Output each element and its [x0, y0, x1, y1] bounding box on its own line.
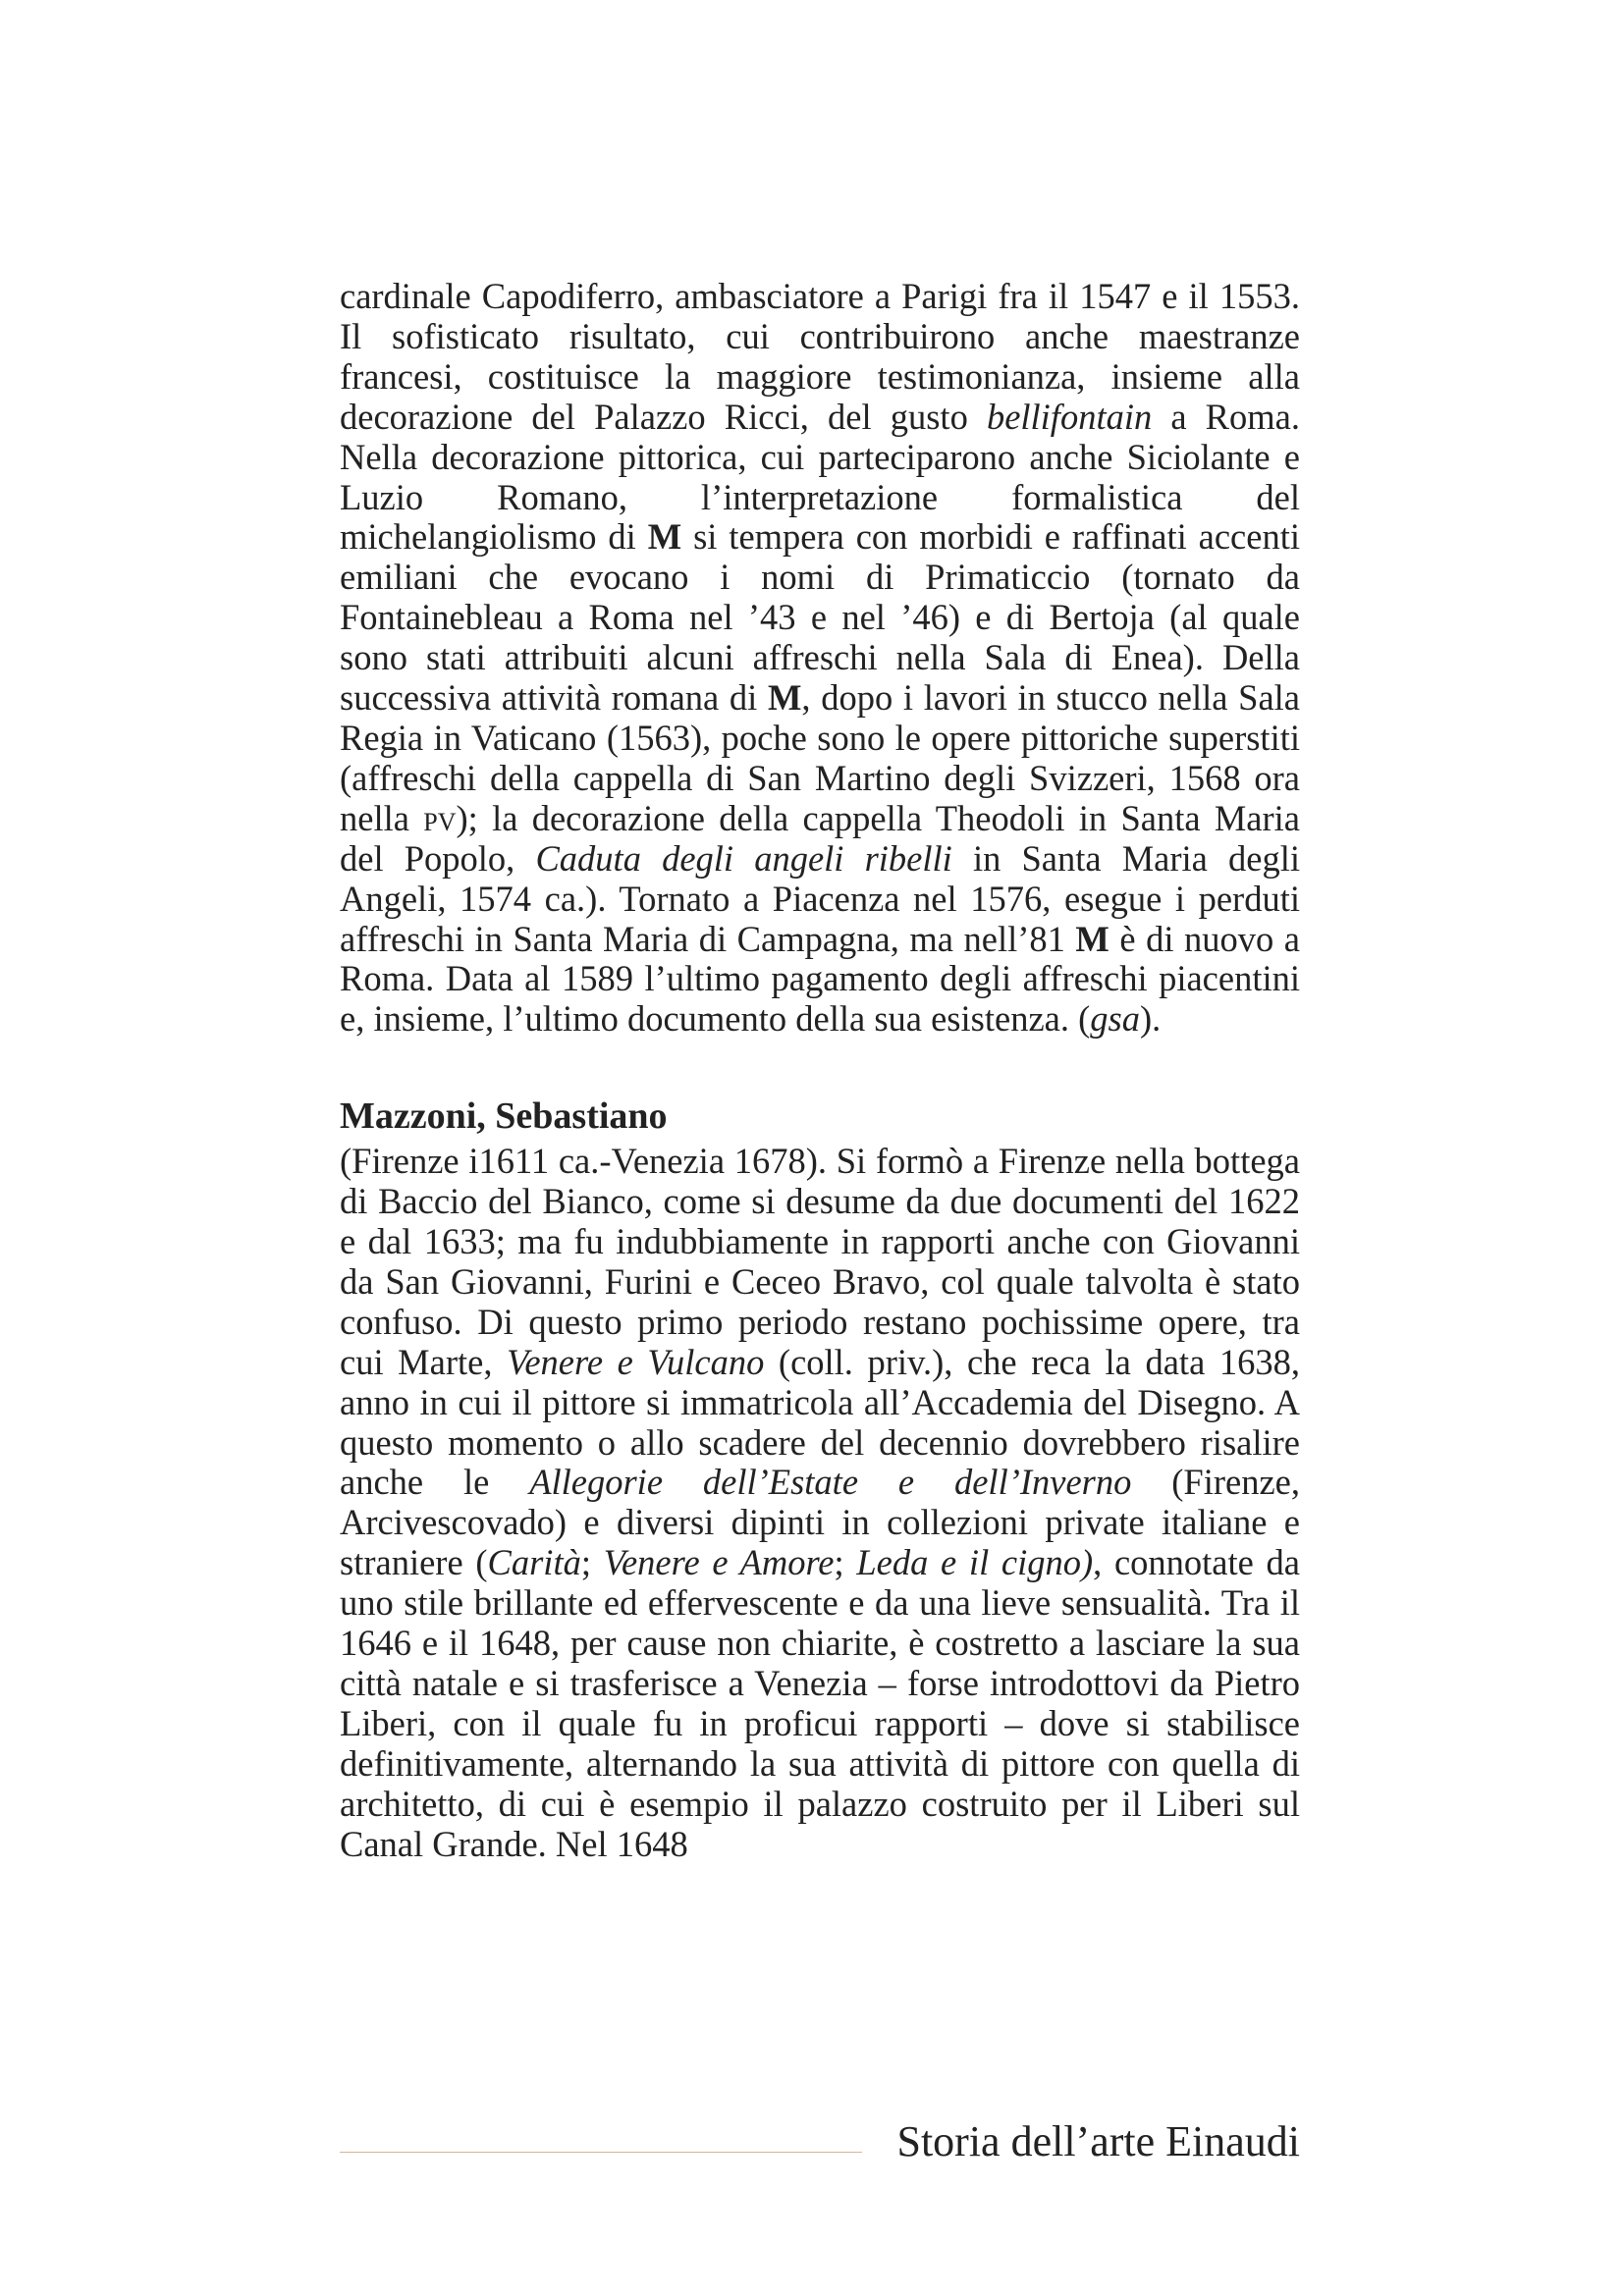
italic-run: Carità: [487, 1542, 581, 1583]
text-run: (Firenze i1611 ca.-Venezia 1678). Si formò a Firenze nella bottega di Baccio del Bianco, come si desume da due documenti del 1622 e dal 1633; ma fu indubbiamente in rapporti anche con Giovanni da San Giovanni, Furini e Ceceo Bravo, col quale talvolta è stato confuso. Di questo primo periodo restano pochissime opere, tra cui Marte,: [340, 1141, 1300, 1382]
text-run: (Firenze, Arcivescovado) e diversi dipinti in collezioni private italiane e straniere (: [340, 1462, 1300, 1583]
text-run: (coll. priv.), che reca la data 1638, anno in cui il pittore si immatricola all’Accademia del Disegno. A questo momento o allo scadere del decennio dovrebbero risalire anche le: [340, 1341, 1300, 1503]
italic-run: Leda e il cigno): [856, 1542, 1094, 1583]
text-run: ;: [834, 1542, 857, 1583]
smallcaps-run: pv: [423, 797, 457, 838]
entry-paragraph: [340, 1142, 1300, 1864]
footer-rule: [340, 2152, 862, 2153]
text-run: ).: [1139, 998, 1162, 1040]
text-run: si tempera con morbidi e raffinati accenti emiliani che evocano i nomi di Primaticcio (tornato da Fontainebleau a Roma nel ’43 e nel ’46) e di Bertoja (al quale sono stati attribuiti alcuni affreschi nella Sala di Enea). Della successiva attività romana di: [340, 516, 1300, 719]
text-run: , dopo i lavori in stucco nella Sala Regia in Vaticano (1563), poche sono le opere pittoriche superstiti (affreschi della cappella di San Martino degli Svizzeri, 1568 ora nella: [340, 677, 1300, 838]
page-footer: [340, 2112, 1300, 2171]
text-run: ); la decorazione della cappella Theodoli in Santa Maria del Popolo,: [340, 797, 1301, 879]
entry-title: Mazzoni, Sebastiano: [340, 1095, 668, 1138]
italic-run: Allegorie dell’Estate e dell’Inverno: [529, 1462, 1132, 1503]
text-run: in Santa Maria degli Angeli, 1574 ca.). Tornato a Piacenza nel 1576, esegue i perduti affreschi in Santa Maria di Campagna, ma nell’81: [340, 837, 1300, 959]
italic-run: bellifontain: [986, 396, 1153, 437]
text-run: cardinale Capodiferro, ambasciatore a Parigi fra il 1547 e il 1553. Il sofisticato risultato, cui contribuirono anche maestranze francesi, costituisce la maggiore testimonianza, insieme alla decorazione del Palazzo Ricci, del gusto: [340, 276, 1300, 437]
text-column: [340, 277, 1300, 1865]
text-run: , connotate da uno stile brillante ed effervescente e da una lieve sensualità. Tra il 1646 e il 1648, per cause non chiarite, è costretto a lasciare la sua città natale e si trasferisce a Venezia – forse introdottovi da Pietro Liberi, con il quale fu in proficui rapporti – dove si stabilisce definitivamente, alternando la sua attività di pittore con quella di architetto, di cui è esempio il palazzo costruito per il Liberi sul Canal Grande. Nel 1648: [340, 1542, 1300, 1864]
footer-title: Storia dell’arte Einaudi: [896, 2117, 1300, 2165]
bold-run: M: [1075, 918, 1109, 959]
bold-run: M: [647, 516, 682, 558]
bold-run: M: [767, 677, 802, 719]
text-run: è di nuovo a Roma. Data al 1589 l’ultimo pagamento degli affreschi piacentini e, insieme, l’ultimo documento della sua esistenza. (: [340, 918, 1300, 1040]
italic-run: gsa: [1090, 998, 1140, 1040]
text-run: ;: [580, 1542, 604, 1583]
italic-run: Venere e Vulcano: [507, 1341, 765, 1382]
italic-run: Venere e Amore: [603, 1542, 835, 1583]
text-run: a Roma. Nella decorazione pittorica, cui parteciparono anche Siciolante e Luzio Romano, l’interpretazione formalistica del michelangiolismo di: [340, 396, 1300, 558]
italic-run: Caduta degli angeli ribelli: [535, 837, 952, 879]
continuation-paragraph: [340, 277, 1300, 1040]
